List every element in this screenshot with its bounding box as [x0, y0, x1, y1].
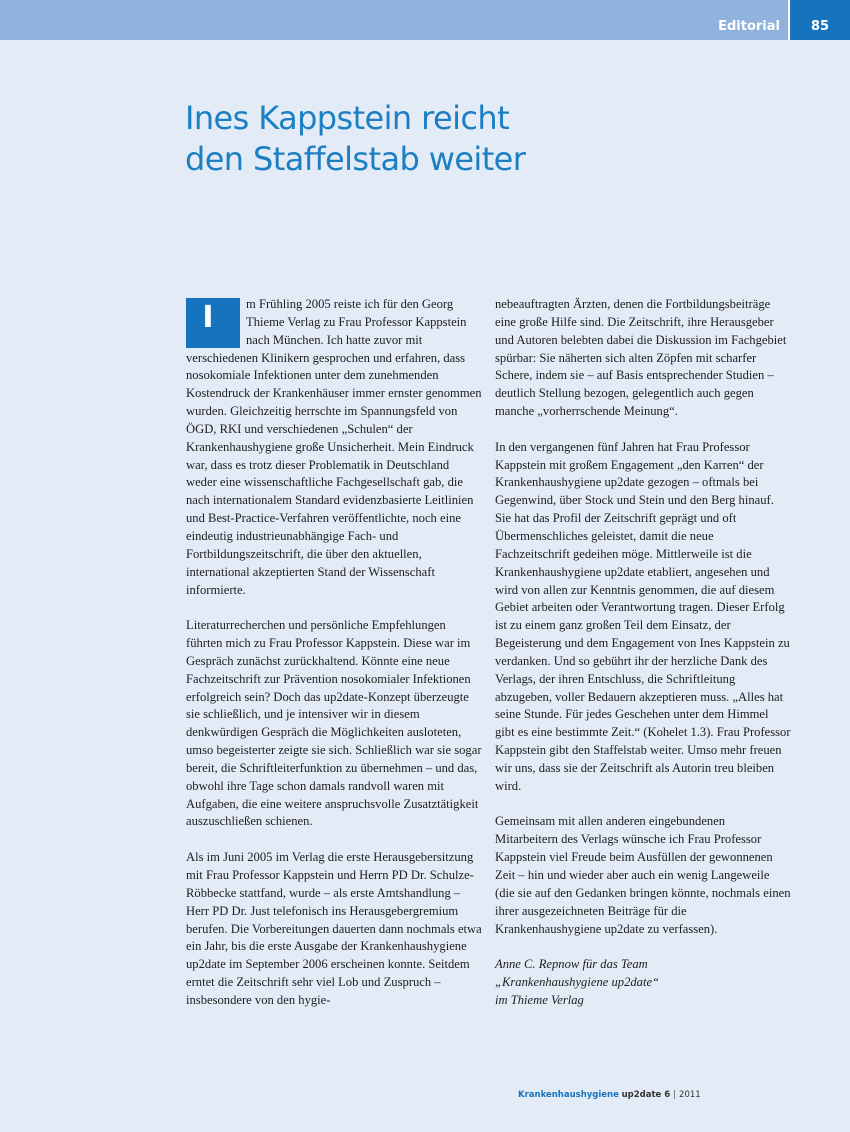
- footer-issue: up2date 6: [621, 1090, 671, 1100]
- paragraph-text: m Frühling 2005 reiste ich für den Georg Thieme Verlag zu Frau Professor Kappstein nach München. Ich hatte zuvor mit verschiedenen Klinikern gesprochen und erfahren, dass nosokomiale Infektionen unter dem zunehmenden Kostendruck der Krankenhäuser immer ernster genommen wurden. Gleichzeitig herrschte im Spannungsfeld von ÖGD, RKI und verschiedenen „Schulen“ der Krankenhaushygiene große Unsicherheit. Mein Eindruck war, dass es trotz dieser Problematik in Deutschland weder eine wissenschaftliche Fachgesellschaft gab, die nach internationalem Standard evidenzbasierte Leitlinien und Best-Practice-Verfahren veröffentlichte, noch eine eindeutig industrieunabhängige Fach- und Fortbildungszeitschrift, die über den aktuellen, international akzeptierten Stand der Wissenschaft informierte.: [186, 297, 482, 597]
- article-title-line1: Ines Kappstein reicht: [185, 99, 510, 137]
- footer-journal: Krankenhaushygiene: [518, 1090, 619, 1100]
- paragraph: Gemeinsam mit allen anderen eingebundenen Mitarbeitern des Verlags wünsche ich Frau Professor Kappstein viel Freude beim Ausfüllen der gewonnenen Zeit – hin und wieder aber auch ein wenig Langeweile (die sie auf den Gedanken bringen könnte, nochmals einen ihrer ausgezeichneten Beiträge für die Krankenhaushygiene up2date zu verfassen).: [495, 814, 791, 936]
- footer-year: 2011: [679, 1090, 701, 1100]
- dropcap-letter: I: [186, 298, 230, 338]
- page-footer: [518, 1090, 701, 1100]
- page-number: 85: [790, 0, 850, 40]
- article-title: [185, 98, 745, 180]
- paragraph: Als im Juni 2005 im Verlag die erste Herausgebersitzung mit Frau Professor Kappstein und Herrn PD Dr. Schulze-Röbbecke stattfand, wurde – als erste Amtshandlung – Herr PD Dr. Just telefonisch ins Herausgebergremium berufen. Die Vorbereitungen dauerten dann nochmals etwa ein Jahr, bis die erste Ausgabe der Krankenhaushygiene up2date im September 2006 erscheinen konnte. Seitdem erntet die Zeitschrift sehr viel Lob und Zuspruch – insbesondere von den hygie-: [186, 850, 482, 1007]
- paragraph: [186, 296, 482, 599]
- dropcap: [186, 298, 240, 348]
- paragraph: nebeauftragten Ärzten, denen die Fortbildungsbeiträge eine große Hilfe sind. Die Zeitschrift, ihre Herausgeber und Autoren belebten dabei die Diskussion im Fachgebiet spürbar: Sie näherten sich alten Zöpfen mit scharfer Schere, indem sie – auf Basis entsprechender Studien – deutlich Stellung bezogen, gelegentlich auch gegen manche „vorherrschende Meinung“.: [495, 297, 787, 419]
- footer-separator: |: [673, 1090, 677, 1100]
- article-title-line2: den Staffelstab weiter: [185, 140, 526, 178]
- signature-line: im Thieme Verlag: [495, 992, 584, 1007]
- article-column-right: [495, 296, 791, 1010]
- paragraph: In den vergangenen fünf Jahren hat Frau Professor Kappstein mit großem Engagement „den Karren“ der Krankenhaushygiene up2date gezogen – oftmals bei Gegenwind, über Stock und Stein und den Berg hinauf. Sie hat das Profil der Zeitschrift geprägt und oft Übermenschliches geleistet, damit die neue Fachzeitschrift gedeihen möge. Mittlerweile ist die Krankenhaushygiene up2date etabliert, angesehen und wird von allen zur Kenntnis genommen, die auf diesem Gebiet arbeiten oder Verantwortung tragen. Dieser Erfolg ist zu einem ganz großen Teil dem Einsatz, der Begeisterung und dem Engagement von Ines Kappstein zu verdanken. Und so gebührt ihr der herzliche Dank des Verlags, der ihren Entschluss, die Schriftleitung abzugeben, voller Bedauern akzeptieren muss. „Alles hat seine Stunde. Für jedes Geschehen unter dem Himmel gibt es eine bestimmte Zeit.“ (Kohelet 1.3). Frau Professor Kappstein gibt den Staffelstab weiter. Umso mehr freuen wir uns, dass sie der Zeitschrift als Autorin treu bleiben wird.: [495, 439, 791, 793]
- section-label: Editorial: [718, 19, 780, 34]
- signature: [495, 956, 791, 1010]
- article-column-left: [186, 296, 482, 1028]
- signature-line: „Krankenhaushygiene up2date“: [495, 975, 660, 990]
- signature-line: Anne C. Repnow für das Team: [495, 957, 648, 972]
- paragraph: Literaturrecherchen und persönliche Empfehlungen führten mich zu Frau Professor Kappstein. Diese war im Gespräch zunächst zurückhaltend. Könnte eine neue Fachzeitschrift zur Prävention nosokomialer Infektionen erfolgreich sein? Doch das up2date-Konzept überzeugte sie schließlich, und je intensiver wir in diesem denkwürdigen Gespräch die Möglichkeiten ausloteten, umso begeisterter zeigte sie sich. Schließlich war sie sogar bereit, die Schriftleiterfunktion zu übernehmen – und das, obwohl ihre Tage schon damals randvoll waren mit Aufgaben, die eine weitere anspruchsvolle Zusatztätigkeit auszuschließen schienen.: [186, 618, 482, 829]
